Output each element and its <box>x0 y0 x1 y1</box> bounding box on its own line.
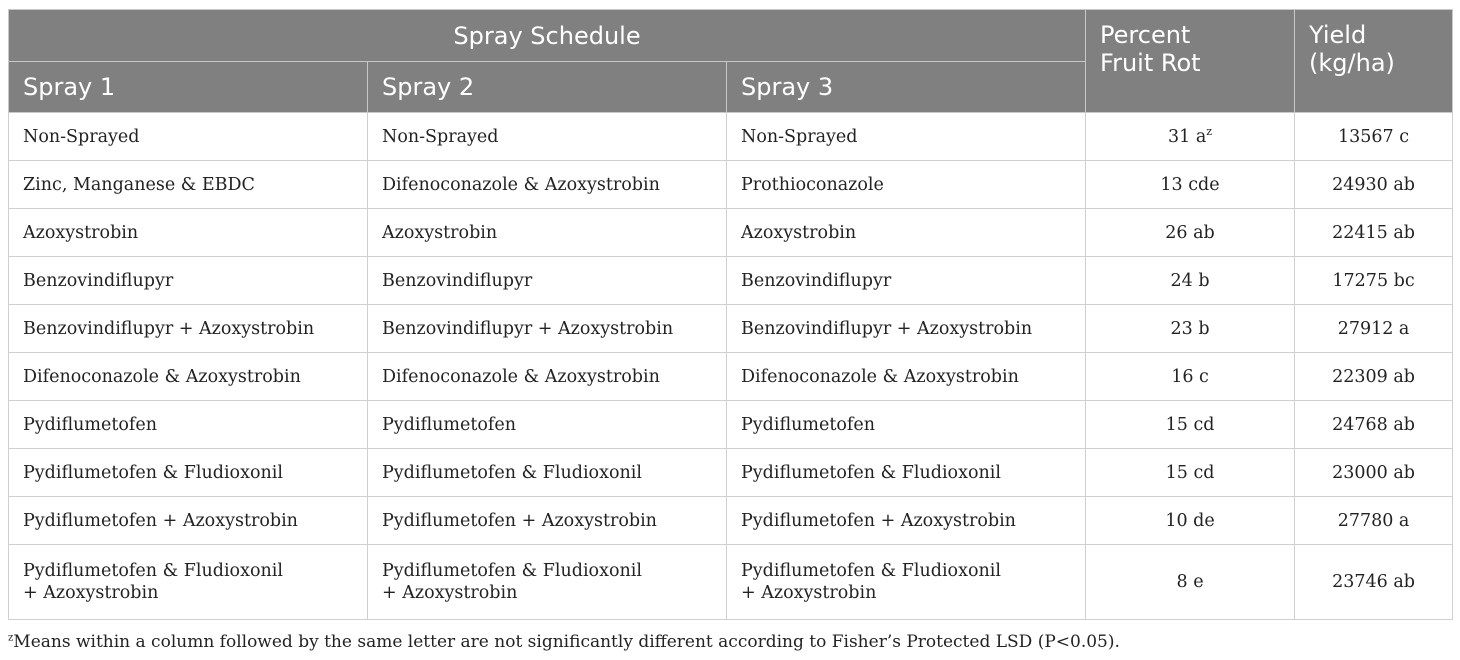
fruit-rot-cell: 23 b <box>1086 305 1295 353</box>
fruit-rot-value: 31 a <box>1168 126 1207 147</box>
table-row <box>9 401 1453 449</box>
fruit-rot-cell: 15 cd <box>1086 401 1295 449</box>
spray3-cell: Pydiflumetofen + Azoxystrobin <box>727 497 1086 545</box>
spray1-line1: Pydiflumetofen & Fludioxonil <box>23 561 283 581</box>
fruit-rot-cell <box>1086 113 1295 161</box>
spray1-cell: Azoxystrobin <box>9 209 368 257</box>
spray2-cell: Non-Sprayed <box>368 113 727 161</box>
spray3-cell: Non-Sprayed <box>727 113 1086 161</box>
yield-cell: 13567 c <box>1295 113 1453 161</box>
spray2-line1: Pydiflumetofen & Fludioxonil <box>382 561 642 581</box>
spray1-cell: Pydiflumetofen + Azoxystrobin <box>9 497 368 545</box>
fruit-rot-cell: 10 de <box>1086 497 1295 545</box>
spray1-line2: + Azoxystrobin <box>23 583 159 603</box>
fruit-rot-header <box>1086 10 1295 113</box>
yield-cell: 22309 ab <box>1295 353 1453 401</box>
table-footnote <box>8 631 1120 653</box>
spray2-line2: + Azoxystrobin <box>382 583 518 603</box>
table-row <box>9 113 1453 161</box>
table-row <box>9 353 1453 401</box>
spray2-cell: Pydiflumetofen & Fludioxonil <box>368 449 727 497</box>
spray1-cell <box>9 545 368 620</box>
fruit-rot-cell: 15 cd <box>1086 449 1295 497</box>
table-row <box>9 161 1453 209</box>
yield-cell: 27912 a <box>1295 305 1453 353</box>
yield-header-line1: Yield <box>1309 21 1367 49</box>
table-row <box>9 209 1453 257</box>
spray1-cell: Pydiflumetofen & Fludioxonil <box>9 449 368 497</box>
spray3-line1: Pydiflumetofen & Fludioxonil <box>741 561 1001 581</box>
spray3-cell <box>727 545 1086 620</box>
yield-cell: 24768 ab <box>1295 401 1453 449</box>
yield-cell: 23000 ab <box>1295 449 1453 497</box>
yield-cell: 27780 a <box>1295 497 1453 545</box>
header-row-group <box>9 10 1453 62</box>
spray2-cell: Benzovindiflupyr <box>368 257 727 305</box>
spray2-cell: Azoxystrobin <box>368 209 727 257</box>
fruit-rot-cell: 26 ab <box>1086 209 1295 257</box>
spray2-cell: Pydiflumetofen + Azoxystrobin <box>368 497 727 545</box>
fruit-rot-cell: 13 cde <box>1086 161 1295 209</box>
footnote-text: Means within a column followed by the same letter are not significantly different according to Fisher’s Protected LSD (P<0.05). <box>13 632 1120 652</box>
spray2-cell: Benzovindiflupyr + Azoxystrobin <box>368 305 727 353</box>
spray3-cell: Prothioconazole <box>727 161 1086 209</box>
table-row <box>9 305 1453 353</box>
yield-header-line2: (kg/ha) <box>1309 49 1395 77</box>
spray1-cell: Benzovindiflupyr <box>9 257 368 305</box>
spray1-cell: Benzovindiflupyr + Azoxystrobin <box>9 305 368 353</box>
spray3-cell: Pydiflumetofen & Fludioxonil <box>727 449 1086 497</box>
fruit-rot-header-line1: Percent <box>1100 21 1191 49</box>
spray3-cell: Pydiflumetofen <box>727 401 1086 449</box>
spray3-header: Spray 3 <box>727 62 1086 113</box>
spray3-cell: Benzovindiflupyr + Azoxystrobin <box>727 305 1086 353</box>
yield-cell: 23746 ab <box>1295 545 1453 620</box>
yield-header <box>1295 10 1453 113</box>
yield-cell: 24930 ab <box>1295 161 1453 209</box>
spray2-cell: Pydiflumetofen <box>368 401 727 449</box>
spray-schedule-header: Spray Schedule <box>9 10 1086 62</box>
results-table-container <box>8 9 1452 620</box>
fruit-rot-cell: 24 b <box>1086 257 1295 305</box>
spray1-cell: Non-Sprayed <box>9 113 368 161</box>
spray1-cell: Zinc, Manganese & EBDC <box>9 161 368 209</box>
spray2-header: Spray 2 <box>368 62 727 113</box>
footnote-marker: z <box>1206 124 1213 138</box>
yield-cell: 17275 bc <box>1295 257 1453 305</box>
spray2-cell: Difenoconazole & Azoxystrobin <box>368 161 727 209</box>
spray1-cell: Difenoconazole & Azoxystrobin <box>9 353 368 401</box>
spray1-header: Spray 1 <box>9 62 368 113</box>
footnote-marker: z <box>8 632 14 644</box>
spray2-cell: Difenoconazole & Azoxystrobin <box>368 353 727 401</box>
table-row <box>9 449 1453 497</box>
spray-results-table <box>8 9 1453 620</box>
table-row <box>9 257 1453 305</box>
fruit-rot-cell: 8 e <box>1086 545 1295 620</box>
spray3-cell: Azoxystrobin <box>727 209 1086 257</box>
yield-cell: 22415 ab <box>1295 209 1453 257</box>
table-row <box>9 497 1453 545</box>
fruit-rot-cell: 16 c <box>1086 353 1295 401</box>
fruit-rot-header-line2: Fruit Rot <box>1100 49 1201 77</box>
table-row <box>9 545 1453 620</box>
spray2-cell <box>368 545 727 620</box>
spray3-cell: Difenoconazole & Azoxystrobin <box>727 353 1086 401</box>
spray3-cell: Benzovindiflupyr <box>727 257 1086 305</box>
spray1-cell: Pydiflumetofen <box>9 401 368 449</box>
spray3-line2: + Azoxystrobin <box>741 583 877 603</box>
